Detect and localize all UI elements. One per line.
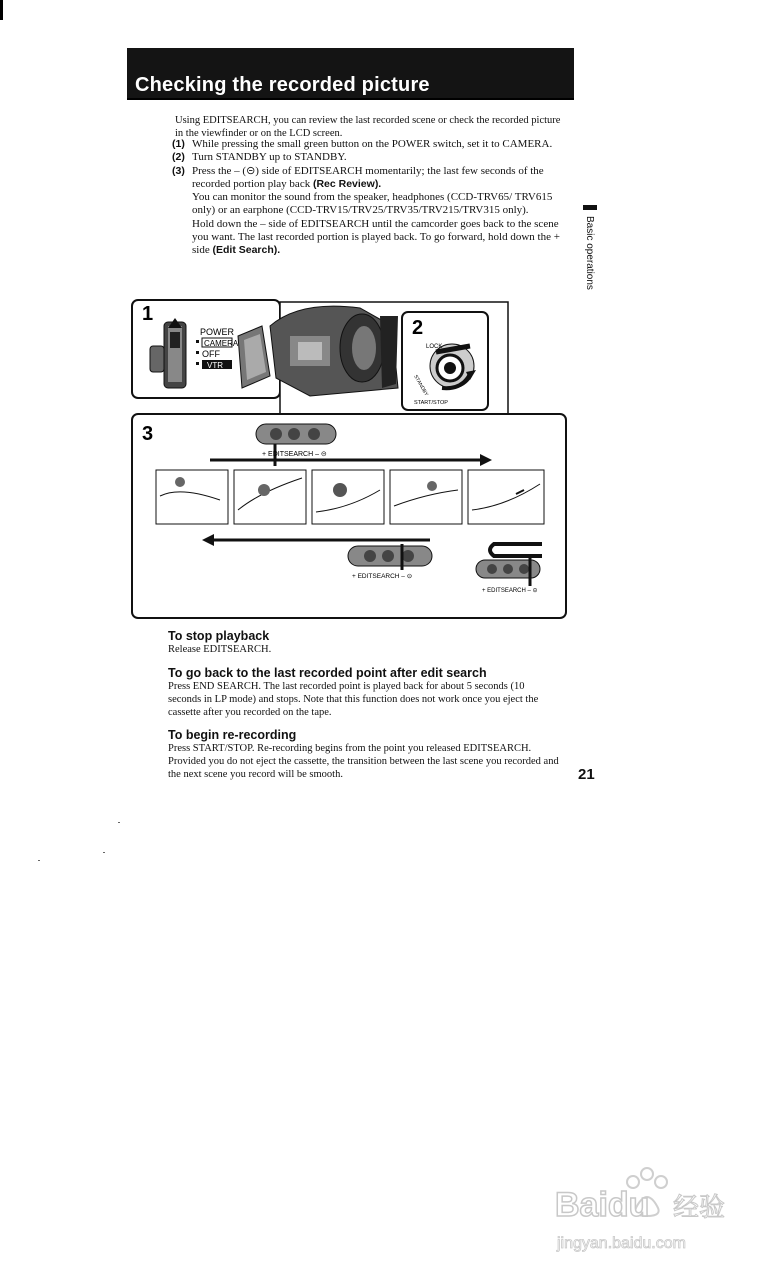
step-3-para-c: Hold down the – side of EDITSEARCH until the camcorder goes back to the scene you want. The last recorded portion is played back. To go forward, hold down the + side (Edit Search). xyxy=(192,217,560,257)
step-2 xyxy=(172,151,572,164)
watermark-brand-cn: 经验 xyxy=(673,1193,726,1223)
panel-1 xyxy=(132,300,280,398)
section-stop-playback xyxy=(168,629,568,656)
watermark-url: jingyan.baidu.com xyxy=(557,1235,686,1252)
section-heading: To go back to the last recorded point after edit search xyxy=(168,666,487,680)
edit-search-term: (Edit Search). xyxy=(212,244,281,257)
editsearch-label-top: + EDITSEARCH – ⊝ xyxy=(262,451,327,458)
panel-number: 1 xyxy=(142,303,154,325)
step-3-para-b: You can monitor the sound from the speaker, headphones (CCD-TRV65/ TRV615 only) or an earphone (CCD-TRV15/TRV25/TRV35/TRV215/TRV315 only). xyxy=(192,191,553,217)
steps-list xyxy=(172,138,572,258)
baidu-watermark xyxy=(555,1162,740,1262)
watermark-brand: Baidu xyxy=(555,1186,650,1224)
scan-speck xyxy=(118,822,120,823)
illustration-figure xyxy=(130,296,570,621)
step-number: (1) xyxy=(172,138,185,150)
section-body: Press START/STOP. Re-recording begins from the point you released EDITSEARCH. Provided you do not eject the cassette, the transition between the last scene you recorded and the next scene you record will be smooth. xyxy=(168,743,559,780)
page-edge-mark xyxy=(0,0,3,20)
panel-2 xyxy=(402,312,488,410)
standby-label: STANDBY xyxy=(412,374,430,398)
scene-frames xyxy=(156,470,544,524)
step-3 xyxy=(172,165,572,258)
off-label: OFF xyxy=(202,349,220,359)
scan-speck xyxy=(38,860,40,861)
startstop-label: START/STOP xyxy=(414,400,448,406)
intro-paragraph: Using EDITSEARCH, you can review the last recorded scene or check the recorded picture in the viewfinder or on the LCD screen. xyxy=(175,115,561,139)
step-text xyxy=(192,165,572,258)
step-number: (2) xyxy=(172,151,185,164)
step-1 xyxy=(172,138,572,151)
step-number: (3) xyxy=(172,164,185,177)
panel-3 xyxy=(132,414,566,618)
power-label: POWER xyxy=(200,327,235,337)
section-tab-marker xyxy=(583,205,597,210)
page-title: Checking the recorded picture xyxy=(135,74,430,96)
section-heading: To begin re-recording xyxy=(168,728,297,742)
panel-number: 2 xyxy=(412,317,424,339)
side-section-label: Basic operations xyxy=(584,216,595,290)
editsearch-label-right: + EDITSEARCH – ⊝ xyxy=(482,588,538,594)
step-3-para-a: Press the – (⊝) side of EDITSEARCH momentarily; the last few seconds of the recorded portion play back (Rec Review). xyxy=(192,164,544,190)
rec-review-term: (Rec Review). xyxy=(312,177,382,190)
page-number: 21 xyxy=(578,766,595,783)
section-go-back xyxy=(168,666,560,719)
lock-label: LOCK xyxy=(426,344,443,350)
step-text: Turn STANDBY up to STANDBY. xyxy=(192,151,347,164)
camera-label: CAMERA xyxy=(204,339,239,348)
scan-speck xyxy=(103,852,105,853)
section-body: Press END SEARCH. The last recorded point is played back for about 5 seconds (10 seconds in LP mode) and stops. Note that this function does not work once you eject the cassette after you recorded on the tape. xyxy=(168,681,539,718)
panel-number: 3 xyxy=(142,423,154,445)
step-text: While pressing the small green button on the POWER switch, set it to CAMERA. xyxy=(192,138,553,150)
section-heading: To stop playback xyxy=(168,629,270,643)
section-body: Release EDITSEARCH. xyxy=(168,644,272,655)
section-re-recording xyxy=(168,728,560,781)
editsearch-label-bottom: + EDITSEARCH – ⊝ xyxy=(352,573,413,580)
vtr-label: VTR xyxy=(207,361,223,370)
